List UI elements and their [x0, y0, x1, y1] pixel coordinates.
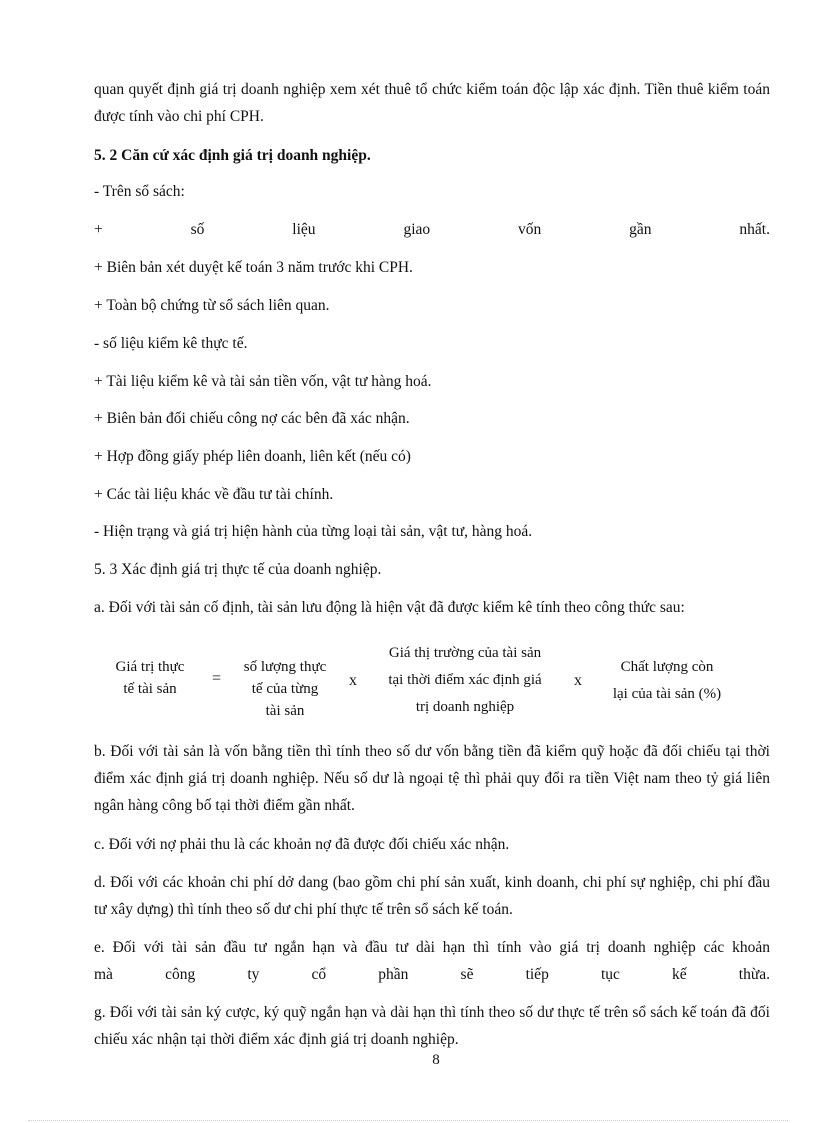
formula-term2-line3: trị doanh nghiệp [415, 699, 515, 715]
page-bottom-divider [28, 1120, 788, 1121]
paragraph-c: c. Đối với nợ phải thu là các khoản nợ đã được đối chiếu xác nhận. [94, 836, 510, 853]
asset-value-formula [94, 640, 770, 720]
list-item: - số liệu kiểm kê thực tế. [94, 335, 248, 352]
formula-term1-line2: tế của từng [251, 681, 319, 697]
formula-term-market-price [370, 640, 560, 721]
formula-lhs-line1: Giá trị thực [115, 659, 185, 675]
list-item: - Trên sổ sách: [94, 183, 185, 200]
paragraph-d: d. Đối với các khoản chi phí dở dang (bao gồm chi phí sản xuất, kinh doanh, chi phí sự nghiệp, chi phí đầu tư xây dựng) thì tính theo số dư chi phí thực tế trên sổ sách kế toán. [94, 874, 770, 918]
list-item: + Hợp đồng giấy phép liên doanh, liên kết (nếu có) [94, 448, 411, 465]
paragraph-intro: quan quyết định giá trị doanh nghiệp xem xét thuê tổ chức kiểm toán độc lập xác định. Tiền thuê kiểm toán được tính vào chi phí CPH. [94, 81, 770, 125]
multiply-sign: x [349, 672, 357, 689]
list-item: + Biên bản xét duyệt kế toán 3 năm trước khi CPH. [94, 259, 413, 276]
page-number: 8 [432, 1052, 440, 1068]
formula-term1-line1: số lượng thực [243, 659, 327, 675]
list-item: + Biên bản đối chiếu công nợ các bên đã xác nhận. [94, 410, 410, 427]
list-item: + Các tài liệu khác về đầu tư tài chính. [94, 486, 334, 503]
list-item: + Toàn bộ chứng từ sổ sách liên quan. [94, 297, 330, 314]
formula-term3-line1: Chất lượng còn [620, 659, 714, 675]
formula-term3-line2: lại của tài sản (%) [612, 686, 722, 702]
paragraph-g: g. Đối với tài sản ký cược, ký quỹ ngắn hạn và dài hạn thì tính theo số dư thực tế trên sổ sách kế toán đã đối chiếu xác nhận tại thời điểm xác định giá trị doanh nghiệp. [94, 1004, 770, 1048]
multiply-sign: x [574, 672, 582, 689]
equals-sign: = [212, 670, 222, 687]
formula-term2-line1: Giá thị trường của tài sản [388, 645, 542, 661]
paragraph-b: b. Đối với tài sản là vốn bằng tiền thì tính theo số dư vốn bằng tiền đã kiểm quỹ hoặc đã đối chiếu tại thời điểm xác định giá trị doanh nghiệp. Nếu số dư là ngoại tệ thì phải quy đổi ra tiền Việt nam theo tỷ giá liên ngân hàng công bố tại thời điểm gần nhất. [94, 743, 770, 814]
formula-lhs-line2: tế tài sản [123, 681, 177, 697]
section-heading-5-3: 5. 3 Xác định giá trị thực tế của doanh nghiệp. [94, 561, 382, 578]
list-item: + Tài liệu kiểm kê và tài sản tiền vốn, vật tư hàng hoá. [94, 373, 432, 390]
list-item: - Hiện trạng và giá trị hiện hành của từng loại tài sản, vật tư, hàng hoá. [94, 523, 533, 540]
formula-term1-line3: tài sản [265, 703, 305, 719]
paragraph-e-line2: mà công ty cổ phần sẽ tiếp tục kế thừa. [94, 966, 770, 983]
formula-term2-line2: tại thời điểm xác định giá [388, 672, 542, 688]
formula-lhs [100, 656, 200, 700]
section-heading-5-2: 5. 2 Căn cứ xác định giá trị doanh nghiệp. [94, 147, 371, 164]
formula-term-quantity [230, 656, 340, 722]
formula-term-quality [594, 654, 740, 708]
paragraph-e-line1: e. Đối với tài sản đầu tư ngắn hạn và đầu tư dài hạn thì tính vào giá trị doanh nghiệp các khoản [94, 939, 770, 956]
list-item: + số liệu giao vốn gần nhất. [94, 221, 770, 238]
paragraph-a: a. Đối với tài sản cố định, tài sản lưu động là hiện vật đã được kiểm kê tính theo công thức sau: [94, 599, 685, 616]
